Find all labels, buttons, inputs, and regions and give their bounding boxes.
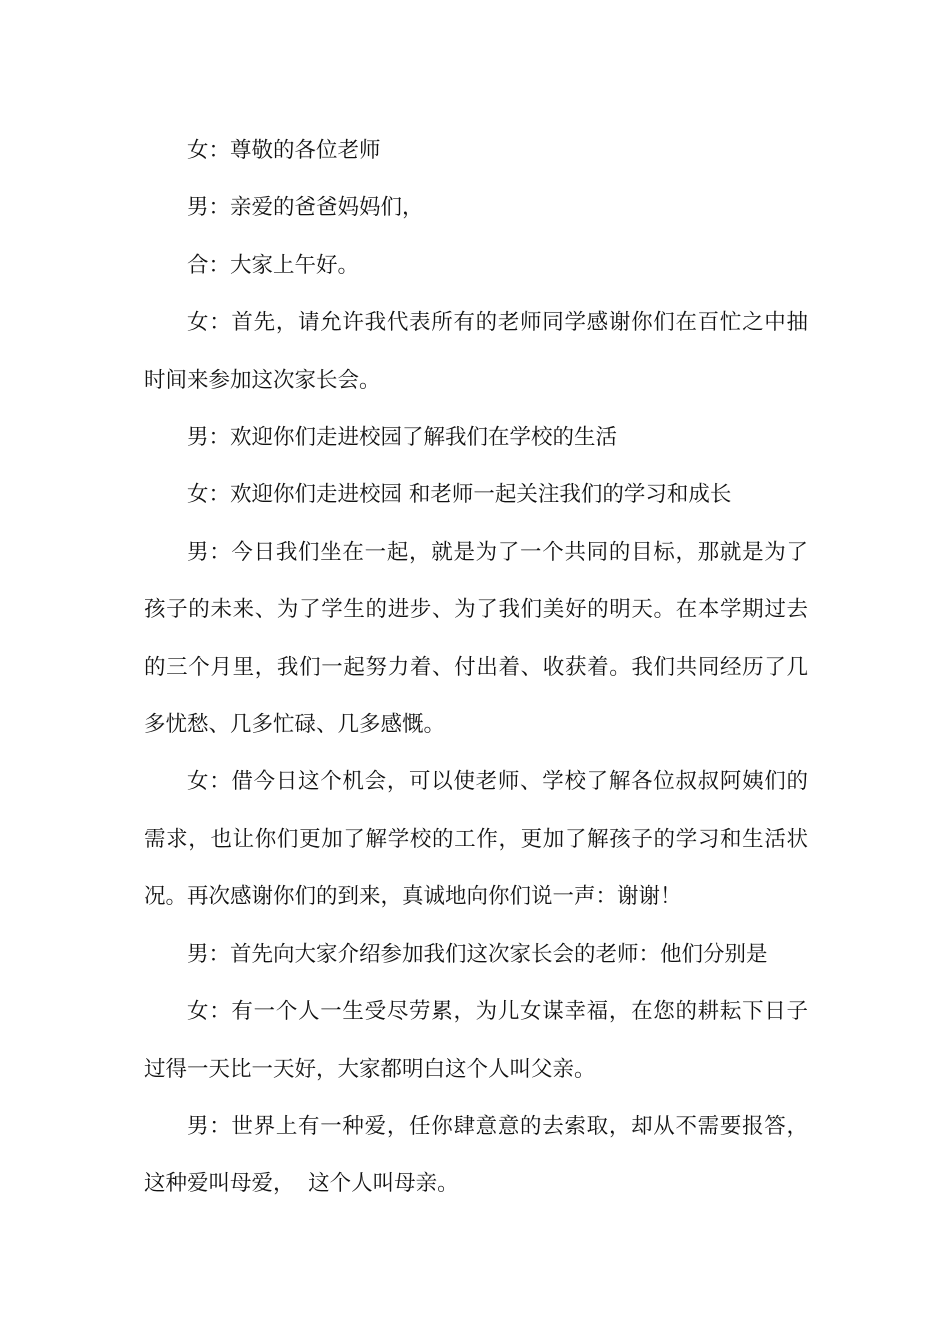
paragraph-6: 女：欢迎你们走进校园 和老师一起关注我们的学习和成长 [187, 482, 732, 508]
paragraph-11: 男：世界上有一种爱，任你肆意意的去索取，却从不需要报答，这种爱叫母爱， 这个人叫母亲。 [144, 1113, 808, 1197]
paragraph-1: 女：尊敬的各位老师 [187, 138, 381, 163]
paragraph-10: 女：有一个人一生受尽劳累，为儿女谋幸福，在您的耕耘下日子过得一天比一天好，大家都明白这个人叫父亲。 [144, 999, 808, 1082]
paragraph-8: 女：借今日这个机会，可以使老师、学校了解各位叔叔阿姨们的需求，也让你们更加了解学校的工作，更加了解孩子的学习和生活状况。再次感谢你们的到来，真诚地向你们说一声：谢谢！ [144, 769, 808, 910]
paragraph-9: 男：首先向大家介绍参加我们这次家长会的老师：他们分别是 [187, 941, 768, 967]
paragraph-7: 男：今日我们坐在一起，就是为了一个共同的目标，那就是为了孩子的未来、为了学生的进步、为了我们美好的明天。在本学期过去的三个月里，我们一起努力着、付出着、收获着。我们共同经历了几多忧愁、几多忙碌、几多感慨。 [144, 539, 808, 738]
paragraph-5: 男：欢迎你们走进校园了解我们在学校的生活 [187, 425, 618, 451]
paragraph-4: 女：首先，请允许我代表所有的老师同学感谢你们在百忙之中抽时间来参加这次家长会。 [144, 310, 808, 393]
document-body [144, 122, 808, 1213]
paragraph-2: 男：亲爱的爸爸妈妈们， [187, 195, 424, 221]
paragraph-3: 合：大家上午好。 [187, 252, 360, 278]
